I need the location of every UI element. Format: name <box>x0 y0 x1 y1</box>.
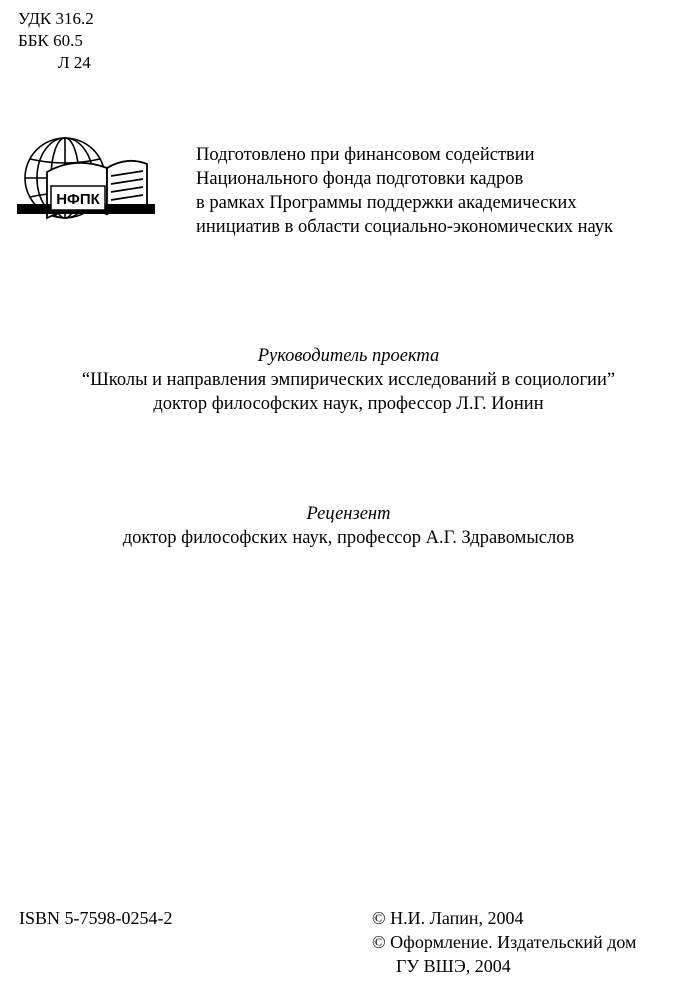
copyright-author: © Н.И. Лапин, 2004 <box>372 908 524 928</box>
funding-statement <box>196 143 613 239</box>
bbk-code: ББК 60.5 <box>18 31 83 50</box>
funding-line: инициатив в области социально-экономических наук <box>196 217 614 237</box>
reviewer-name: доктор философских наук, профессор А.Г. Здравомыслов <box>122 528 575 548</box>
project-leader-name: доктор философских наук, профессор Л.Г. Ионин <box>153 394 544 414</box>
globe-book-icon <box>15 134 157 234</box>
copyright-design: © Оформление. Издательский дом <box>372 932 637 952</box>
funding-line: Подготовлено при финансовом содействии <box>196 145 535 165</box>
isbn: ISBN 5-7598-0254-2 <box>19 908 173 928</box>
udk-code: УДК 316.2 <box>18 9 94 28</box>
reviewer-block <box>0 502 697 550</box>
project-leader-block <box>0 344 697 416</box>
project-title: “Школы и направления эмпирических исследований в социологии” <box>81 370 616 390</box>
copyright-publisher: ГУ ВШЭ, 2004 <box>396 956 511 976</box>
reviewer-heading: Рецензент <box>306 504 391 524</box>
project-leader-heading: Руководитель проекта <box>257 346 440 366</box>
classification-codes <box>18 8 94 74</box>
logo-text: НФПК <box>56 191 100 208</box>
author-mark: Л 24 <box>58 53 91 72</box>
funding-line: Национального фонда подготовки кадров <box>196 169 524 189</box>
nfpk-logo <box>15 134 157 234</box>
funding-line: в рамках Программы поддержки академических <box>196 193 577 213</box>
copyright-block <box>372 906 636 978</box>
